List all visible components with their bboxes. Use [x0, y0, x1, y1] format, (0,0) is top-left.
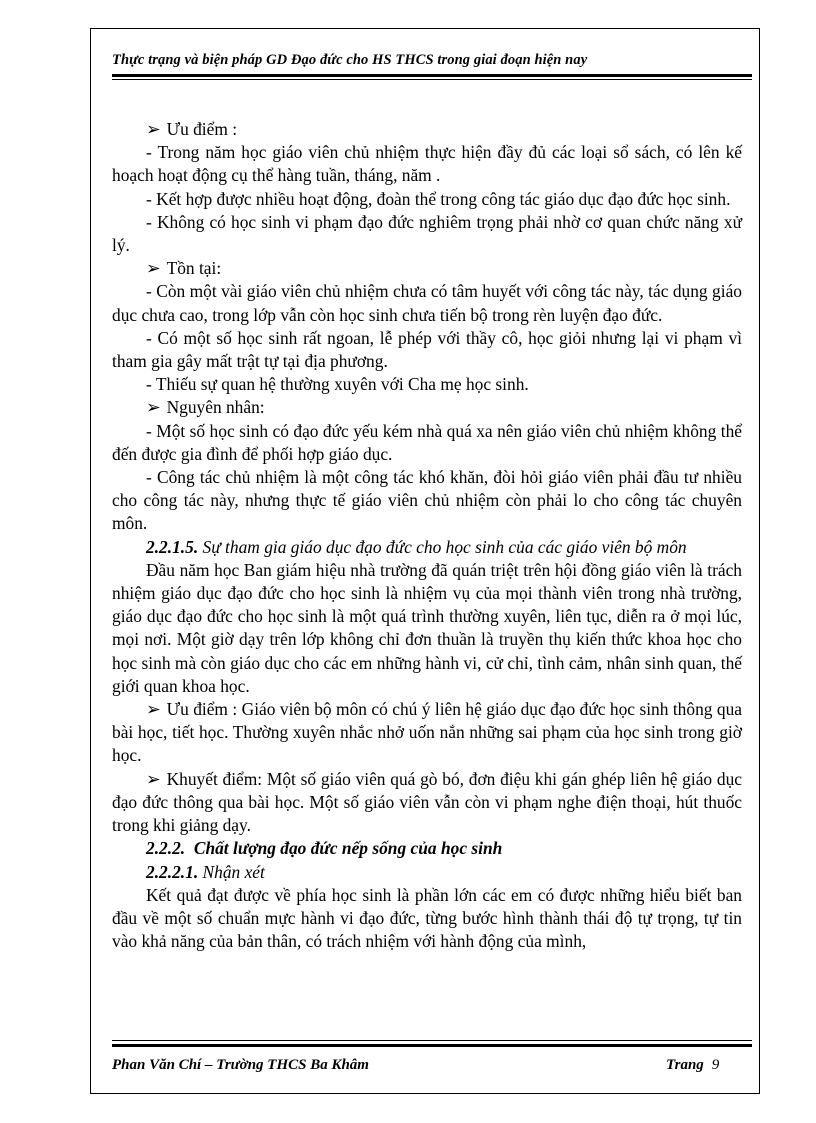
heading-uu-diem: ➢ Ưu điểm : — [146, 119, 238, 139]
list-item: - Kết hợp được nhiều hoạt động, đoàn thể trong công tác giáo dục đạo đức học sinh. — [146, 188, 731, 209]
list-item: - Công tác chủ nhiệm là một công tác khó khăn, đòi hỏi giáo viên phải đầu tư nhiều cho công tác này, nhưng thực tế giáo viên chủ nhiệm còn phải lo cho công tác chuyên môn. — [112, 467, 742, 534]
arrow-bullet-icon: ➢ — [146, 699, 161, 720]
footer-rule — [112, 1044, 752, 1047]
arrow-bullet-icon: ➢ — [146, 258, 161, 279]
paragraph: Kết quả đạt được về phía học sinh là phần lớn các em có được những hiểu biết ban đầu về một số chuẩn mực hành vi đạo đức, từng bước hình thành thái độ tự trọng, tự tin vào khả năng của bản thân, có trách nhiệm với hành động của mình, — [112, 884, 742, 952]
list-item: - Không có học sinh vi phạm đạo đức nghiêm trọng phải nhờ cơ quan chức năng xử lý. — [112, 211, 742, 256]
paragraph-uu-diem: ➢ Ưu điểm : Giáo viên bộ môn có chú ý liên hệ giáo dục đạo đức học sinh thông qua bài học, tiết học. Thường xuyên nhắc nhở uốn nắn những sai phạm của học sinh trong giờ học. — [112, 699, 742, 766]
page-number: 9 — [711, 1057, 720, 1073]
list-item: - Trong năm học giáo viên chủ nhiệm thực hiện đầy đủ các loại sổ sách, có lên kế hoạch hoạt động cụ thể hàng tuần, tháng, năm . — [112, 142, 742, 186]
section-heading-222: 2.2.2. Chất lượng đạo đức nếp sống của học sinh — [146, 838, 503, 859]
footer-author: Phan Văn Chí – Trường THCS Ba Khâm — [112, 1057, 369, 1073]
footer-rule-thin — [112, 1040, 752, 1041]
section-heading-2221: 2.2.2.1. Nhận xét — [146, 861, 265, 882]
document-body — [112, 118, 742, 953]
footer-page — [666, 1057, 719, 1074]
page-label: Trang — [666, 1057, 704, 1073]
page-header: Thực trạng và biện pháp GD Đạo đức cho HS THCS trong giai đoạn hiện nay — [112, 52, 588, 68]
heading-ton-tai: ➢ Tồn tại: — [146, 258, 222, 279]
arrow-bullet-icon: ➢ — [146, 119, 161, 139]
list-item: - Một số học sinh có đạo đức yếu kém nhà quá xa nên giáo viên chủ nhiệm không thể đến được gia đình để phối hợp giáo dục. — [112, 420, 742, 464]
list-item: - Còn một vài giáo viên chủ nhiệm chưa có tâm huyết với công tác này, tác dụng giáo dục chưa cao, trong lớp vẫn còn học sinh chưa tiến bộ trong rèn luyện đạo đức. — [112, 281, 742, 325]
paragraph: Đầu năm học Ban giám hiệu nhà trường đã quán triệt trên hội đồng giáo viên là trách nhiệm giáo dục đạo đức cho học sinh là nhiệm vụ của mọi thành viên trong nhà trường, giáo dục đạo đức cho học sinh là một quá trình thường xuyên, liên tục, diễn ra ở mọi lúc, mọi nơi. Một giờ dạy trên lớp không chỉ đơn thuần là truyền thụ kiến thức khoa học cho học sinh mà còn giáo dục cho các em những hành vi, cử chỉ, tình cảm, nhân sinh quan, thế giới quan khoa học. — [112, 559, 742, 696]
paragraph-khuyet-diem: ➢ Khuyết điểm: Một số giáo viên quá gò bó, đơn điệu khi gán ghép liên hệ giáo dục đạo đức thông qua bài học. Một số giáo viên vẫn còn vi phạm nghe điện thoại, hút thuốc trong khi giảng dạy. — [112, 768, 742, 836]
header-rule — [112, 74, 752, 77]
header-rule-thin — [112, 79, 752, 80]
arrow-bullet-icon: ➢ — [146, 397, 161, 418]
heading-nguyen-nhan: ➢ Nguyên nhân: — [146, 397, 265, 418]
section-heading-2215: 2.2.1.5. Sự tham gia giáo dục đạo đức cho học sinh của các giáo viên bộ môn — [146, 536, 687, 557]
list-item: - Có một số học sinh rất ngoan, lễ phép với thầy cô, học giỏi nhưng lại vi phạm vì tham gia gây mất trật tự tại địa phương. — [112, 327, 742, 372]
arrow-bullet-icon: ➢ — [146, 768, 161, 789]
list-item: - Thiếu sự quan hệ thường xuyên với Cha mẹ học sinh. — [146, 374, 529, 395]
